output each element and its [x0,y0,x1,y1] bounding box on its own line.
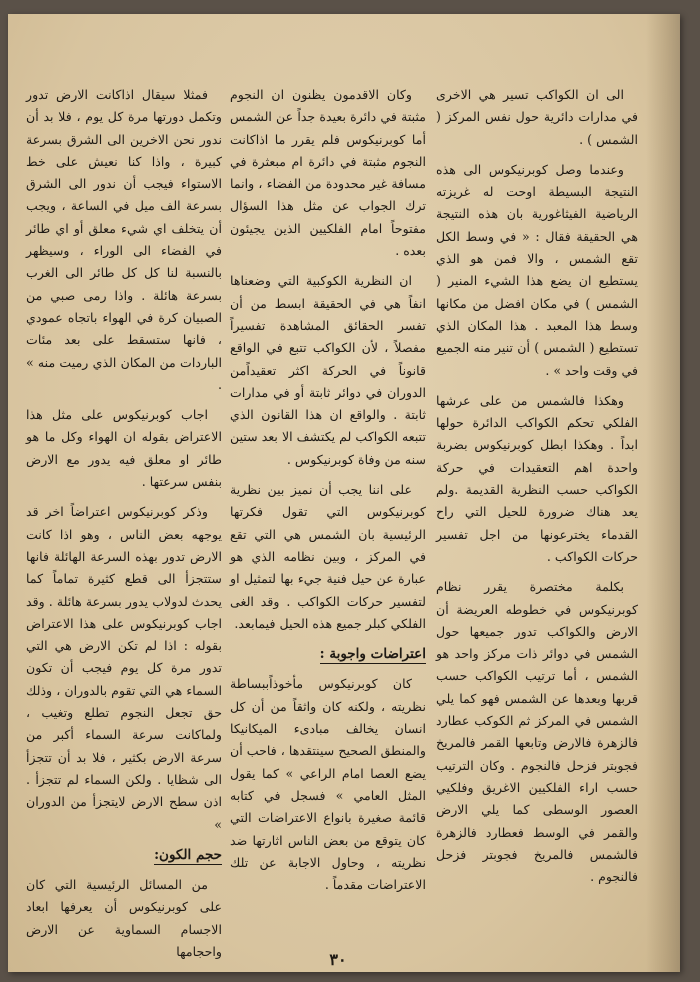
paragraph: الى ان الكواكب تسير هي الاخرى في مدارات دائرية حول نفس المركز ( الشمس ) . [436,87,638,147]
page-number: ٣٠ [329,950,347,969]
section-heading-objections [230,643,426,665]
book-page [8,14,680,972]
paragraph: وهكذا فالشمس من على عرشها الفلكي تحكم الكواكب الدائرة حولها ابداً . وهكذا ابطل كوبرنيكوس بضربة واحدة اهم التعقيدات في حركة الكواكب حسب النظرية القديمة .ولم يعد هناك ضرورة للحيل التي راح القدماء يخترعونها من اجل تفسير حركات الكواكب . [436,392,638,564]
section-heading-universe-size [26,844,222,866]
paragraph: ان النظرية الكوكبية التي وضعناها انفاً هي في الحقيقة ابسط من أن تفسر الحقائق المشاهدة تفسيراً مفصلاً ، لأن الكواكب تتبع في الواقع قانوناً في الحركة اكثر تعقيداًمن الدوران في دوائر ثابتة أو في مدارات ثابتة . والواقع ان هذا القانون الذي تتبعه الكواكب لم يكتشف الا بعد ستين سنه من وفاة كوبرنيكوس . [230,273,426,467]
paragraph: وعندما وصل كوبرنيكوس الى هذه النتيجة البسيطة اوحت له غريزته الرياضية الفيثاغورية بان هذه النتيجة هي الحقيقة فقال : « في وسط الكل تقع الشمس ، والا فمن هو الذي يستطيع ان يضع هذا الشيء المنير ( الشمس ) في مكان افضل من مكانها وسط هذا المعبد . هذا المكان الذي تستطيع ( الشمس ) أن تنير منه الجميع في وقت واحد » . [436,161,638,378]
paragraph: اجاب كوبرنيكوس على مثل هذا الاعتراض بقوله ان الهواء وكل ما هو طائر او معلق فيه يدور مع الارض بنفس سرعتها . [26,407,222,490]
right-column [436,84,638,896]
paragraph: كان كوبرنيكوس مأخوذاًببساطة نظريته ، ولكنه كان واثقاً من أن كل انسان يخالف مبادىء الميكانيكا والمنطق الصحيح سينتقدها ، فاحب أن يضع العصا امام الراعي » كما يقول المثل العامي » فسجل في كتابه قائمة صغيرة بانواع الاعتراضات التي كان يتوقع من بعض الناس اثارتها ضد نظريته ، وحاول الاجابة عن تلك الاعتراضات مقدماً . [230,676,426,893]
page-fold-shadow [646,14,680,972]
paragraph: وكان الاقدمون يظنون ان النجوم مثبتة في دائرة بعيدة جداً عن الشمس أما كوبرنيكوس فلم يقرر ما اذاكانت النجوم مثبتة في دائرة ام مبعثرة في مسافة غير محدودة من الفضاء ، وانما ترك الجواب عن مثل هذا السؤال مفتوحاً امام الفلكيين الذين يجيئون بعده . [230,87,426,259]
paragraph: فمثلا سيقال اذاكانت الارض تدور وتكمل دورتها مرة كل يوم ، فلا بد أن ندور نحن الاخرين الى الشرق بسرعة كبيرة ، واذا كنا نعيش على خط الاستواء فيجب أن ندور الى الشرق بسرعة الف ميل في الساعة ، ويجب أن يتخلف اي شيء معلق أو اي طائر في الفضاء الى الوراء ، وسيظهر بالنسبة لنا كل كل طائر الى الغرب بسرعة هائلة . واذا رمى صبي من الصبيان كرة في الهواء باتجاه عمودي ، فانها ستسقط على بعد مئات الباردات من المكان الذي رميت منه » . [26,87,222,392]
section-heading-text: اعتراضات واجوبة : [319,646,426,663]
left-column [26,84,222,971]
paragraph: وذكر كوبرنيكوس اعتراضاً اخر قد يوجهه بعض الناس ، وهو اذا كانت الارض تدور بهذه السرعة الهائلة فانها ستتجزأ الى قطع كثيرة تماماً كما يحدث لدولاب يدور بسرعة هائلة . وقد اجاب كوبرنيكوس على هذا الاعتراض بقوله : اذا لم تكن الارض هي التي تدور مرة كل يوم فيجب أن تكون السماء هي التي تقوم بالدوران ، وذلك حق تجعل النجوم تطلع وتغيب ، ولماكانت سرعة السماء أكبر من سرعة الارض بكثير ، فلا بد أن تتجزأ الى شظايا . ولكن السماء لم تتجزأ . اذن سطح الارض لايتجزأ من الدوران » [26,504,222,832]
paragraph: على اننا يجب أن نميز بين نظرية كوبرنيكوس التي تقول فكرتها الرئيسية بان الشمس هي التي تقع في المركز ، وبين نظامه الذي هو عبارة عن حيل فنية جيء بها لتمثيل او لتفسير حركات الكواكب . وقد الغى الفلكي كبلر جميع هذه الحيل فيمابعد. [230,482,426,631]
paragraph: بكلمة مختصرة يقرر نظام كوبرنيكوس في خطوطه العريضة أن الارض والكواكب تدور جميعها حول الشمس في دوائر ذات مركز واحد هو الشمس ، أما ترتيب الكواكب حسب قربها وبعدها عن الشمس فهو كما يلي الشمس في المركز ثم الكوكب عطارد فالزهرة فالارض وتابعها القمر فالمريخ فجوبتر فزحل فالنجوم . وكان الترتيب حسب اراء الفلكيين الاغريق وفلكيي العصور الوسطى كما يلي الارض والقمر في الوسط فعطارد فالزهرة فالشمس فالمريخ فجوبتر فزحل فالنجوم . [436,579,638,885]
section-heading-text: حجم الكون: [154,846,222,863]
middle-column [230,84,426,904]
paragraph: من المسائل الرئيسية التي كان على كوبرنيكوس أن يعرفها ابعاد الاجسام السماوية عن الارض واحجامها [26,877,222,959]
